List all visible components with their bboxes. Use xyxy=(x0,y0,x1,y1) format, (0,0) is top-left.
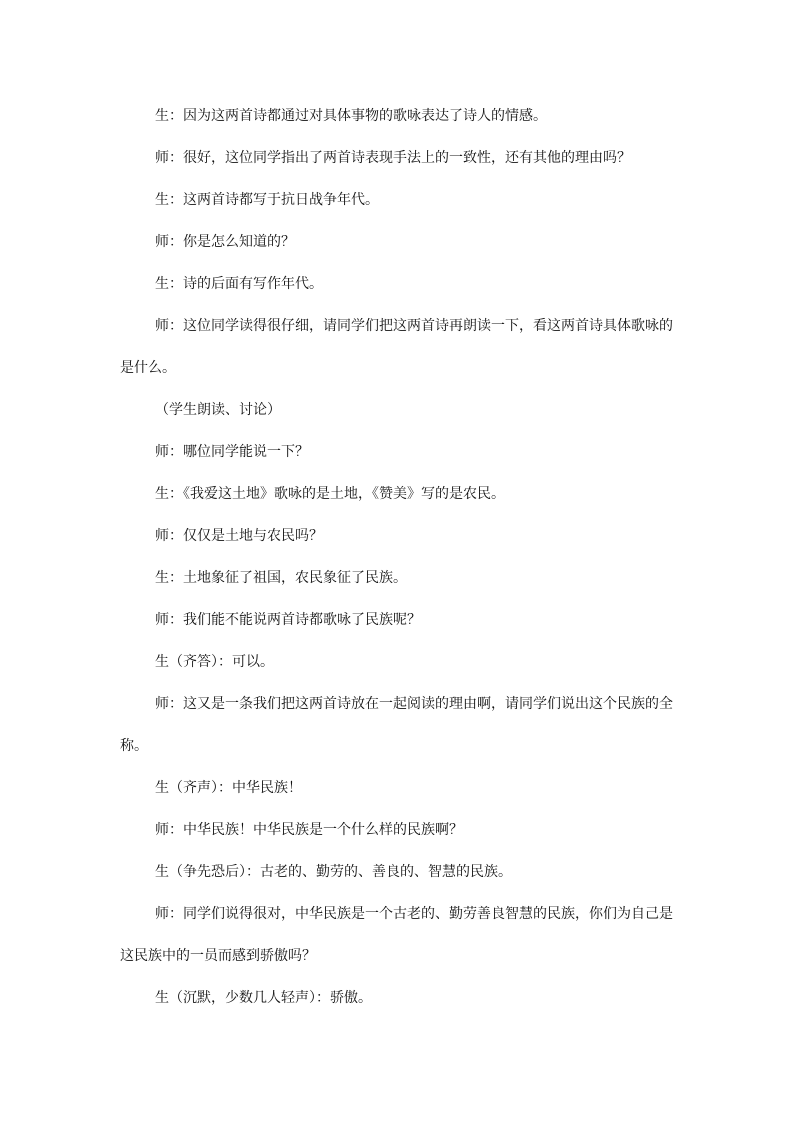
dialogue-paragraph-10: 师：仅仅是土地与农民吗？ xyxy=(155,528,323,544)
dialogue-paragraph-18: 师：同学们说得很对，中华民族是一个古老的、勤劳善良智慧的民族，你们为自己是这民族中的一员而感到骄傲吗？ xyxy=(120,906,673,964)
dialogue-paragraph-14: 师：这又是一条我们把这两首诗放在一起阅读的理由啊，请同学们说出这个民族的全称。 xyxy=(120,696,673,754)
dialogue-paragraph-8: 师：哪位同学能说一下？ xyxy=(155,444,309,460)
dialogue-paragraph-17: 生（争先恐后）：古老的、勤劳的、善良的、智慧的民族。 xyxy=(155,864,512,880)
dialogue-paragraph-6: 师：这位同学读得很仔细，请同学们把这两首诗再朗读一下，看这两首诗具体歌咏的是什么。 xyxy=(120,318,673,376)
dialogue-paragraph-11: 生：土地象征了祖国，农民象征了民族。 xyxy=(155,570,407,586)
stage-direction: （学生朗读、讨论） xyxy=(155,402,281,418)
dialogue-paragraph-2: 师：很好，这位同学指出了两首诗表现手法上的一致性，还有其他的理由吗？ xyxy=(155,150,631,166)
dialogue-paragraph-5: 生：诗的后面有写作年代。 xyxy=(155,276,323,292)
dialogue-paragraph-12: 师：我们能不能说两首诗都歌咏了民族呢？ xyxy=(155,612,421,628)
dialogue-paragraph-3: 生：这两首诗都写于抗日战争年代。 xyxy=(155,192,379,208)
dialogue-paragraph-1: 生：因为这两首诗都通过对具体事物的歌咏表达了诗人的情感。 xyxy=(155,108,547,124)
dialogue-paragraph-19: 生（沉默，少数几人轻声）：骄傲。 xyxy=(155,990,372,1006)
dialogue-paragraph-9: 生：《我爱这土地》歌咏的是土地，《赞美》写的是农民。 xyxy=(155,486,505,502)
dialogue-paragraph-13: 生（齐答）：可以。 xyxy=(155,654,274,670)
dialogue-paragraph-15: 生（齐声）：中华民族！ xyxy=(155,780,302,796)
dialogue-paragraph-4: 师：你是怎么知道的？ xyxy=(155,234,295,250)
dialogue-paragraph-16: 师：中华民族！中华民族是一个什么样的民族啊？ xyxy=(155,822,463,838)
